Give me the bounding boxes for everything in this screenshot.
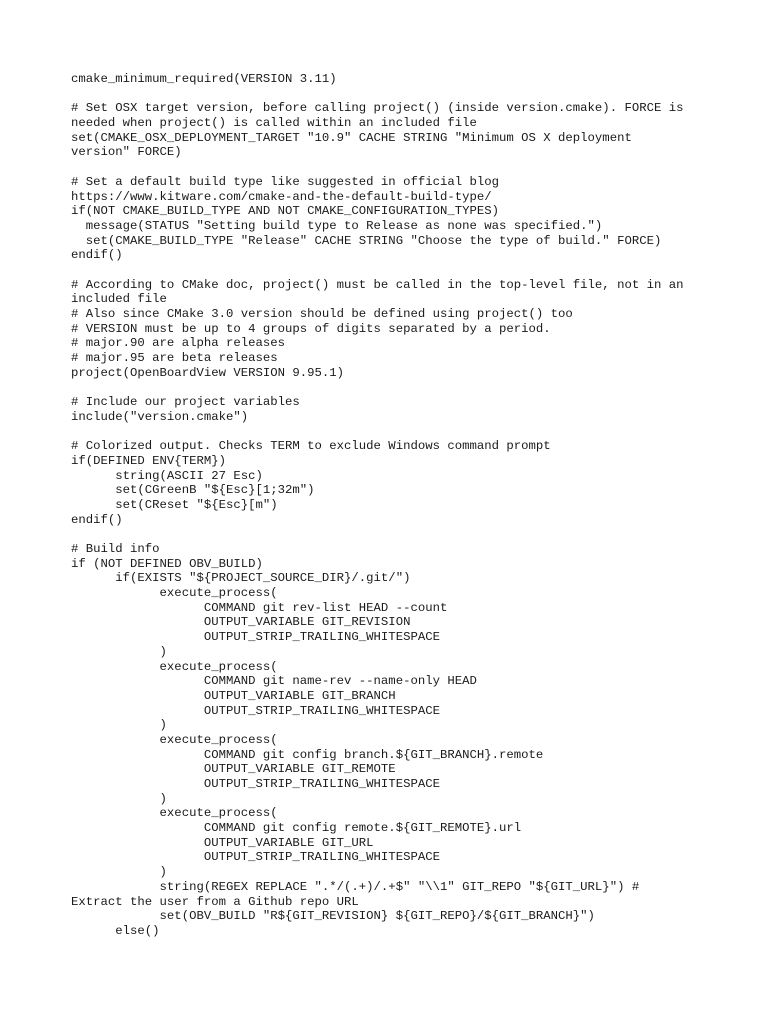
code-line xyxy=(71,263,711,278)
code-line: # Colorized output. Checks TERM to exclude Windows command prompt xyxy=(71,439,551,454)
code-line: set(CMAKE_OSX_DEPLOYMENT_TARGET "10.9" CACHE STRING "Minimum OS X deployment xyxy=(71,130,632,145)
code-line: else() xyxy=(71,923,160,938)
code-line: OUTPUT_STRIP_TRAILING_WHITESPACE xyxy=(71,777,440,791)
code-line: OUTPUT_VARIABLE GIT_URL xyxy=(71,835,374,850)
code-listing xyxy=(71,72,711,939)
code-line: project(OpenBoardView VERSION 9.95.1) xyxy=(71,365,345,380)
code-line: ) xyxy=(71,718,167,733)
code-line: Extract the user from a Github repo URL xyxy=(71,894,359,909)
code-line: # VERSION must be up to 4 groups of digits separated by a period. xyxy=(71,321,551,336)
code-line: endif() xyxy=(71,512,123,527)
code-line: OUTPUT_STRIP_TRAILING_WHITESPACE xyxy=(71,703,440,718)
code-line: set(OBV_BUILD "R${GIT_REVISION} ${GIT_REPO}/${GIT_BRANCH}") xyxy=(71,909,595,924)
code-line xyxy=(71,527,711,542)
code-line: OUTPUT_STRIP_TRAILING_WHITESPACE xyxy=(71,630,440,645)
code-line: # According to CMake doc, project() must be called in the top-level file, not in an xyxy=(71,277,684,292)
code-line: # major.90 are alpha releases xyxy=(71,336,286,351)
code-line: execute_process( xyxy=(71,586,278,601)
code-line: execute_process( xyxy=(71,659,278,674)
code-line: OUTPUT_VARIABLE GIT_REVISION xyxy=(71,615,411,630)
code-line: ) xyxy=(71,644,167,659)
code-line: include("version.cmake") xyxy=(71,409,249,424)
code-line: COMMAND git rev-list HEAD --count xyxy=(71,600,448,615)
code-line: if(EXISTS "${PROJECT_SOURCE_DIR}/.git/") xyxy=(71,571,411,586)
code-line: ) xyxy=(71,791,167,806)
code-line: # Also since CMake 3.0 version should be defined using project() too xyxy=(71,307,573,321)
code-line: # Build info xyxy=(71,542,160,556)
code-line xyxy=(71,87,711,102)
code-line xyxy=(71,380,711,395)
code-line: execute_process( xyxy=(71,732,278,747)
code-line: set(CGreenB "${Esc}[1;32m") xyxy=(71,483,315,498)
code-line: endif() xyxy=(71,248,123,263)
code-line: execute_process( xyxy=(71,806,278,821)
code-line: # Set OSX target version, before calling project() (inside version.cmake). FORCE is xyxy=(71,101,684,116)
code-line: needed when project() is called within an included file xyxy=(71,116,477,131)
code-line xyxy=(71,160,711,175)
code-line: OUTPUT_VARIABLE GIT_REMOTE xyxy=(71,762,396,777)
code-line: set(CReset "${Esc}[m") xyxy=(71,497,278,512)
code-line: version" FORCE) xyxy=(71,145,182,160)
code-line: cmake_minimum_required(VERSION 3.11) xyxy=(71,72,337,86)
code-line: if(NOT CMAKE_BUILD_TYPE AND NOT CMAKE_CONFIGURATION_TYPES) xyxy=(71,204,500,219)
code-line: OUTPUT_STRIP_TRAILING_WHITESPACE xyxy=(71,850,440,865)
code-line: OUTPUT_VARIABLE GIT_BRANCH xyxy=(71,688,396,703)
code-line: ) xyxy=(71,865,167,880)
code-line: if (NOT DEFINED OBV_BUILD) xyxy=(71,556,263,571)
code-line: # major.95 are beta releases xyxy=(71,351,278,366)
code-line: # Include our project variables xyxy=(71,395,300,410)
code-line xyxy=(71,425,711,440)
code-line: COMMAND git config branch.${GIT_BRANCH}.remote xyxy=(71,747,544,762)
code-line: COMMAND git name-rev --name-only HEAD xyxy=(71,674,477,689)
code-line: if(DEFINED ENV{TERM}) xyxy=(71,453,226,468)
code-line: # Set a default build type like suggested in official blog xyxy=(71,174,500,189)
code-line: set(CMAKE_BUILD_TYPE "Release" CACHE STRING "Choose the type of build." FORCE) xyxy=(71,233,662,248)
code-line: https://www.kitware.com/cmake-and-the-default-build-type/ xyxy=(71,189,492,204)
code-line: included file xyxy=(71,292,167,307)
code-line: message(STATUS "Setting build type to Release as none was specified.") xyxy=(71,218,603,233)
code-line: string(ASCII 27 Esc) xyxy=(71,468,263,483)
code-line: COMMAND git config remote.${GIT_REMOTE}.url xyxy=(71,821,522,836)
code-line: string(REGEX REPLACE ".*/(.+)/.+$" "\\1" GIT_REPO "${GIT_URL}") # xyxy=(71,879,640,894)
